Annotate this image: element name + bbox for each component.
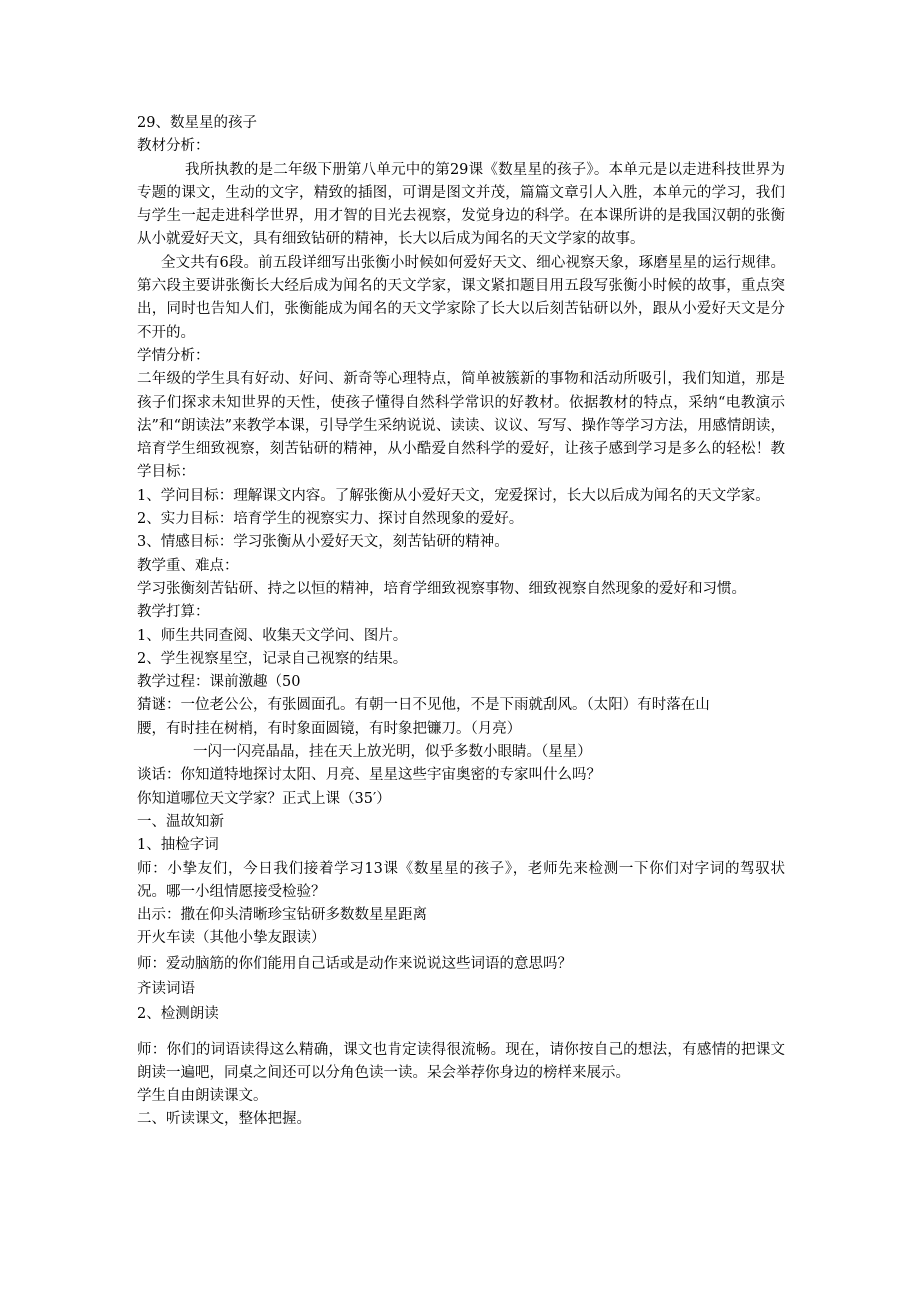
riddle-line-3: 一闪一闪亮晶晶，挂在天上放光明，似乎多数小眼睛。（星星） — [193, 744, 592, 761]
section-heading-1: 一、温故知新 — [137, 813, 224, 830]
textbook-analysis-paragraph-2: 全文共有6段。前五段详细写出张衡小时候如何爱好天文、细心视察天象，琢磨星星的运行规律。第六段主要讲张衡长大经后成为闻名的天文学家，课文紧扣题目用五段写张衡小时候的故事，重点突出，同时也告知人们，张衡能成为闻名的天文学家除了长大以后刻苦钻研以外，跟从小爱好天文是分不开的。 — [137, 254, 785, 341]
talk-line-1: 谈话：你知道特地探讨太阳、月亮、星星这些宇宙奥密的专家叫什么吗？ — [137, 767, 601, 784]
riddle-line-2: 腰，有时挂在树梢，有时象面圆镜，有时象把镰刀。（月亮） — [137, 720, 522, 737]
read-together-line: 齐读词语 — [137, 980, 195, 997]
teaching-plan-item-1: 1、师生共同查阅、收集天文学问、图片。 — [137, 627, 408, 644]
subsection-heading-2: 2、检测朗读 — [137, 1006, 219, 1023]
teacher-speech-2: 师：爱动脑筋的你们能用自己话或是动作来说说这些词语的意思吗？ — [137, 955, 572, 972]
goal-knowledge: 1、学问目标：理解课文内容。了解张衡从小爱好天文，宠爱探讨，长大以后成为闻名的天文学家。 — [137, 487, 770, 504]
teaching-plan-item-2: 2、学生视察星空，记录自己视察的结果。 — [137, 650, 408, 667]
teacher-speech-1: 师：小挚友们，今日我们接着学习13课《数星星的孩子》，老师先来检测一下你们对字词的驾驭状况。哪一小组情愿接受检验？ — [137, 860, 785, 900]
train-read-line: 开火车读（其他小挚友跟读） — [137, 930, 326, 947]
subsection-heading-1: 1、抽检字词 — [137, 837, 219, 854]
riddle-line-1: 猜谜：一位老公公，有张圆面孔。有朝一日不见他，不是下雨就刮风。（太阳）有时落在山 — [137, 697, 710, 714]
key-points-heading: 教学重、难点： — [137, 557, 239, 574]
show-words-line: 出示：撒在仰头清晰珍宝钻研多数数星星距离 — [137, 907, 427, 924]
document-page — [137, 112, 785, 1132]
talk-line-2: 你知道哪位天文学家？正式上课（35′） — [137, 790, 391, 807]
teaching-process-heading: 教学过程：课前激趣（50 — [137, 674, 301, 691]
textbook-analysis-heading: 教材分析： — [137, 138, 210, 155]
goal-ability: 2、实力目标：培育学生的视察实力、探讨自然现象的爱好。 — [137, 511, 524, 528]
student-analysis-paragraph: 二年级的学生具有好动、好问、新奇等心理特点，简单被簇新的事物和活动所吸引，我们知道，那是孩子们探求未知世界的天性，使孩子懂得自然科学常识的好教材。依据教材的特点，采纳“电教演示法”和“朗读法”来教学本课，引导学生采纳说说、读读、议议、写写、操作等学习方法，用感情朗读，培育学生细致视察，刻苦钻研的精神，从小酷爱自然科学的爱好，让孩子感到学习是多么的轻松！教学目标： — [137, 371, 785, 481]
free-read-line: 学生自由朗读课文。 — [137, 1088, 268, 1105]
textbook-analysis-paragraph-1: 我所执教的是二年级下册第八单元中的第29课《数星星的孩子》。本单元是以走进科技世界为专题的课文，生动的文字，精致的插图，可谓是图文并茂，篇篇文章引人入胜，本单元的学习，我们与学生一起走进科学世界，用才智的目光去视察，发觉身边的科学。在本课所讲的是我国汉朝的张衡从小就爱好天文，具有细致钻研的精神，长大以后成为闻名的天文学家的故事。 — [137, 161, 785, 248]
key-points-text: 学习张衡刻苦钻研、持之以恒的精神，培育学细致视察事物、细致视察自然现象的爱好和习惯。 — [137, 580, 746, 597]
student-analysis-heading: 学情分析： — [137, 347, 210, 364]
teacher-speech-3: 师：你们的词语读得这么精确，课文也肯定读得很流畅。现在，请你按自己的想法，有感情的把课文朗读一遍吧，同桌之间还可以分角色读一读。呆会举荐你身边的榜样来展示。 — [137, 1041, 785, 1081]
section-heading-2: 二、听读课文，整体把握。 — [137, 1111, 311, 1128]
lesson-title: 29、数星星的孩子 — [137, 115, 257, 131]
teaching-plan-heading: 教学打算： — [137, 604, 210, 621]
goal-emotion: 3、情感目标：学习张衡从小爱好天文，刻苦钻研的精神。 — [137, 534, 509, 551]
